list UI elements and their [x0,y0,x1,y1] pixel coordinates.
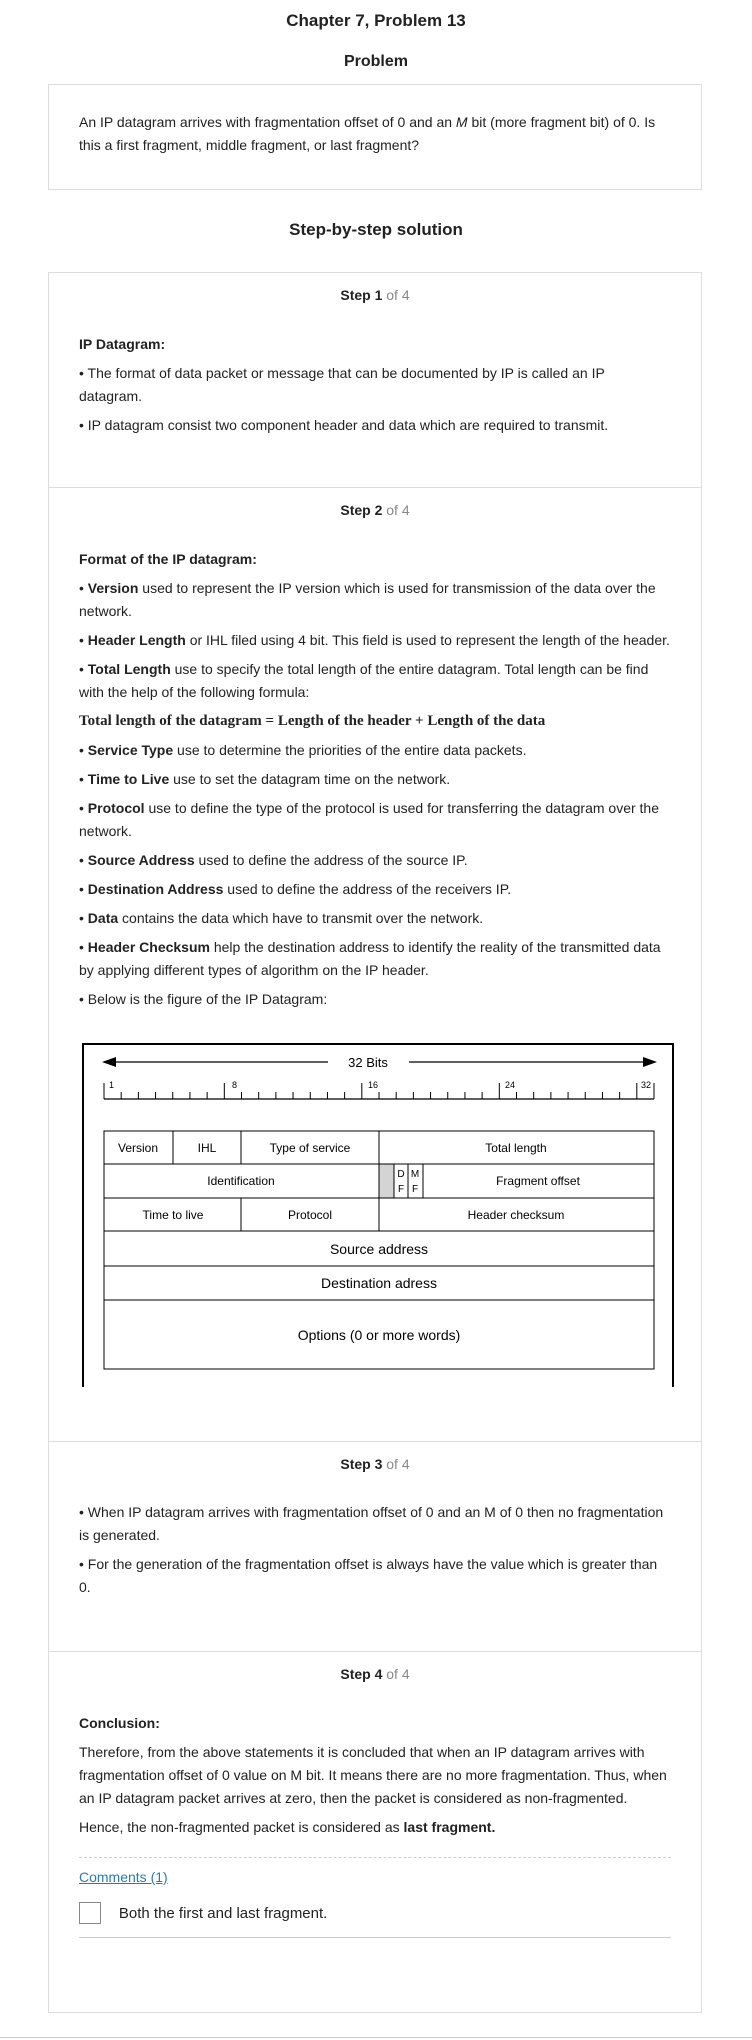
field-version: Version [117,1141,159,1155]
conclusion-answer: Hence, the non-fragmented packet is considered as last fragment. [79,1819,496,1835]
field-identification: Identification [207,1174,275,1188]
divider [79,1937,671,1938]
field-desc: • Total Length use to specify the total length of the entire datagram. Total length can be find with the help of the following formula: [79,661,649,700]
step-header: Step 4 of 4 [340,1666,410,1682]
step-heading: Format of the IP datagram: [79,551,257,567]
field-source: Source address [329,1241,429,1257]
mf-f: F [411,1184,419,1195]
field-tos: Type of service [269,1141,351,1155]
step-header: Step 2 of 4 [340,502,410,518]
arrowhead-right [643,1057,657,1067]
field-protocol: Protocol [287,1208,333,1222]
solution-heading: Step-by-step solution [289,220,463,239]
field-destination: Destination adress [321,1275,437,1291]
comment-row [79,1901,671,1925]
bullet: • IP datagram consist two component header and data which are required to transmit. [79,417,609,433]
step-1 [49,273,701,487]
step-2 [49,487,701,1442]
mf-m: M [410,1169,420,1180]
field-desc: • Service Type use to determine the priorities of the entire data packets. [79,742,527,758]
comment-checkbox[interactable] [79,1902,101,1924]
tick-label-8: 8 [232,1080,238,1090]
step-3 [49,1441,701,1652]
field-ihl: IHL [197,1141,217,1155]
df-d: D [397,1169,405,1180]
step-header: Step 1 of 4 [340,287,410,303]
field-desc: • Destination Address used to define the address of the receivers IP. [79,881,512,897]
problem-text: An IP datagram arrives with fragmentation offset of 0 and an M bit (more fragment bit) of 0. Is this a first fragment, middle fragment, or last fragment? [79,114,656,153]
arrowhead-left [102,1057,116,1067]
page-title: Chapter 7, Problem 13 [286,11,466,30]
ruler-ticks [104,1083,654,1099]
formula: Total length of the datagram = Length of the header + Length of the data [79,713,546,729]
field-desc: • Time to Live use to set the datagram time on the network. [79,771,451,787]
step-content [79,333,671,443]
tick-label-16: 16 [368,1080,379,1090]
comment-text: Both the first and last fragment. [118,1904,328,1922]
field-desc: • Header Checksum help the destination address to identify the reality of the transmitted data by applying different types of algorithm on the IP header. [79,939,661,978]
ip-datagram-figure [82,1043,674,1399]
tick-label-24: 24 [505,1080,516,1090]
bottom-border [0,2037,752,2038]
tick-label-32: 32 [641,1080,652,1090]
tick-label-1: 1 [109,1080,115,1090]
field-fragment-offset: Fragment offset [496,1174,580,1188]
step-heading: IP Datagram: [79,336,166,352]
reserved-bit [379,1164,394,1198]
field-options: Options (0 or more words) [297,1327,461,1343]
solution-box [48,272,702,2013]
field-desc: • Data contains the data which have to transmit over the network. [79,910,484,926]
field-total-length: Total length [485,1141,547,1155]
field-ttl: Time to live [142,1208,204,1222]
bits-label: 32 Bits [348,1055,388,1070]
conclusion-text: Therefore, from the above statements it is concluded that when an IP datagram arrives with fragmentation offset of 0 value on M bit. It means there are no more fragmentation. Thus, when an IP datagram packet arrives at zero, then the packet is considered as non-fragmented. [79,1744,667,1806]
step-content [79,1501,671,1605]
step-4 [49,1651,701,2015]
problem-heading: Problem [343,53,408,70]
figure-caption: • Below is the figure of the IP Datagram: [79,991,328,1007]
field-desc: • Version used to represent the IP version which is used for transmission of the data over the network. [79,580,656,619]
step-content [79,1712,671,1938]
step-heading: Conclusion: [79,1715,160,1731]
df-f: F [397,1184,405,1195]
divider [79,1857,671,1858]
field-checksum: Header checksum [467,1208,565,1222]
field-desc: • Header Length or IHL filed using 4 bit. This field is used to represent the length of the header. [79,632,670,648]
bullet: • The format of data packet or message that can be documented by IP is called an IP datagram. [79,365,605,404]
bullet: • When IP datagram arrives with fragmentation offset of 0 and an M of 0 then no fragmentation is generated. [79,1504,664,1543]
step-header: Step 3 of 4 [340,1456,410,1472]
field-desc: • Protocol use to define the type of the protocol is used for transferring the datagram over the network. [79,800,659,839]
field-desc: • Source Address used to define the address of the source IP. [79,852,468,868]
bullet: • For the generation of the fragmentation offset is always have the value which is greater than 0. [79,1556,658,1595]
step-content [79,548,671,1017]
problem-box [48,84,702,190]
comments-link[interactable]: Comments (1) [79,1869,168,1885]
